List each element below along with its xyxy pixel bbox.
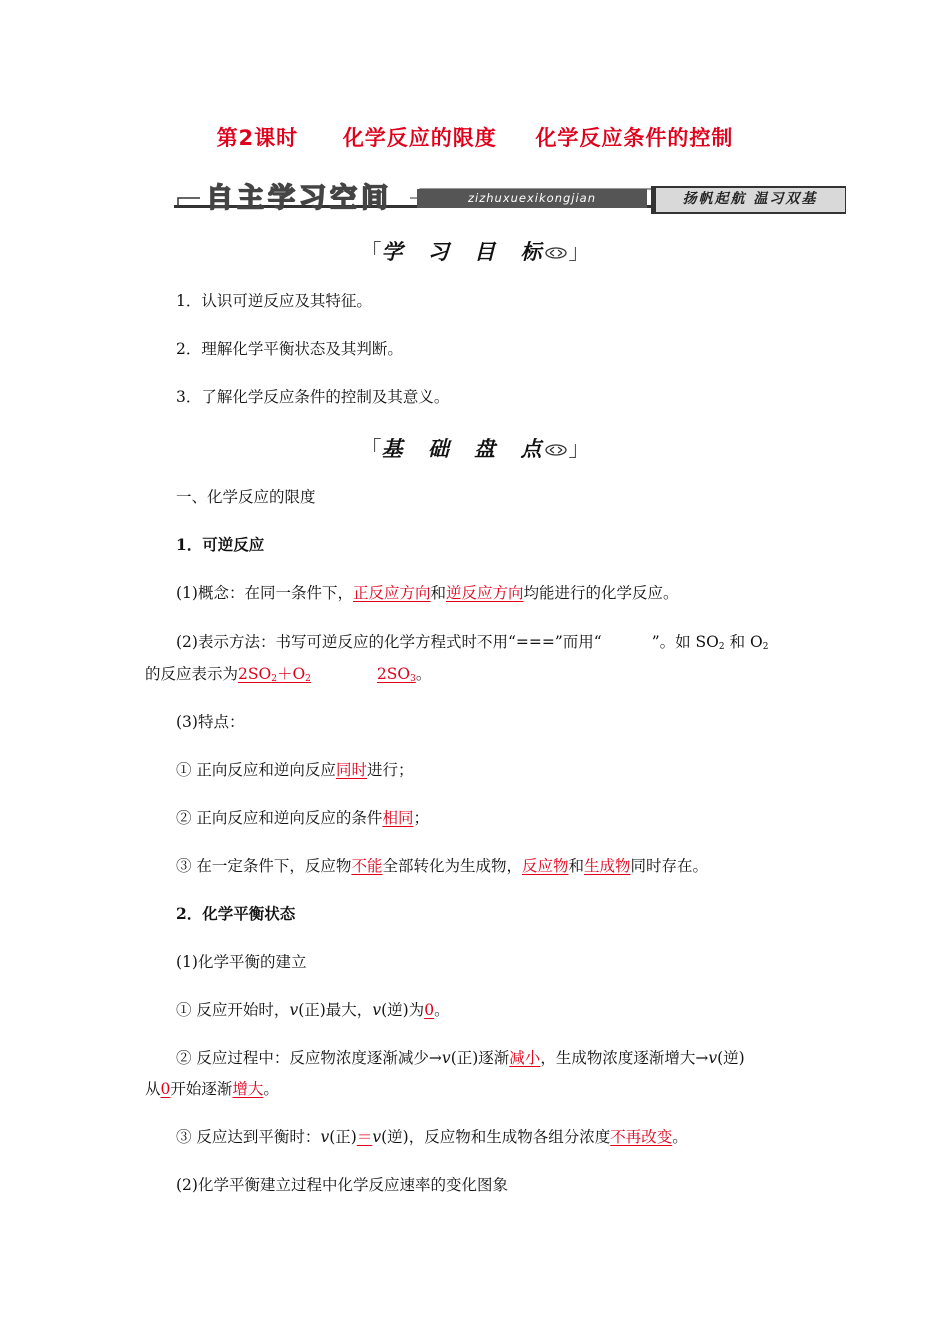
objective-item: 3．了解化学反应条件的控制及其意义。 [176, 388, 450, 406]
method-equation-line: 的反应表示为$2SO_2+O_2$ $2SO_3$。 [145, 665, 432, 684]
answer: 相同 [382, 809, 414, 827]
establish-heading: (1)化学平衡的建立 [176, 953, 307, 971]
answer: ＝ [356, 1128, 373, 1146]
page-title [0, 122, 950, 152]
method-line: (2)表示方法：书写可逆反应的化学方程式时不用“===”而用“ ”。如 $SO_2$ 和 $O_2$ [176, 633, 769, 652]
feature-item: ② 正向反应和逆向反应的条件相同； [176, 809, 429, 827]
heading-reaction-limit: 一、化学反应的限度 [176, 488, 316, 506]
heading-reversible: 1．可逆反应 [176, 535, 265, 554]
answer: 0 [160, 1080, 171, 1098]
equation-answer: $2SO_2+O_2$ $2SO_3$ [238, 665, 416, 684]
answer: 生成物 [584, 857, 631, 875]
answer: 减小 [509, 1049, 541, 1067]
objective-item: 2．理解化学平衡状态及其判断。 [176, 340, 403, 358]
banner-pinyin: zizhuxuexikongjian [467, 191, 597, 205]
banner-title: 自主学习空间 [206, 183, 392, 214]
feature-item: ① 正向反应和逆向反应同时进行； [176, 761, 414, 779]
answer: 增大 [232, 1080, 264, 1098]
double-chevron-icon [544, 443, 568, 457]
section-heading-objectives: 「学 习 目 标 」 [360, 240, 590, 264]
section-heading-basics: 「基 础 盘 点 」 [360, 437, 590, 461]
title-lesson: 第2课时 [216, 126, 299, 150]
establish-step: ③ 反应达到平衡时：v(正)＝v(逆)，反应物和生成物各组分浓度不再改变。 [176, 1128, 688, 1146]
section-banner [174, 183, 846, 215]
double-chevron-icon [544, 246, 568, 260]
objective-item: 1．认识可逆反应及其特征。 [176, 292, 372, 310]
title-topic-1: 化学反应的限度 [342, 126, 497, 150]
features-heading: (3)特点： [176, 713, 245, 731]
answer: 不再改变 [610, 1128, 673, 1146]
establish-step: ② 反应过程中：反应物浓度逐渐减少→v(正)逐渐减小，生成物浓度逐渐增大→v(逆) [176, 1049, 745, 1067]
banner-slogan: 扬帆起航 温习双基 [682, 191, 818, 207]
heading-equilibrium: 2．化学平衡状态 [176, 904, 296, 923]
section-title: 学 习 目 标 [381, 240, 551, 264]
answer: 正反应方向 [352, 584, 431, 602]
answer: 反应物 [521, 857, 569, 875]
section-title: 基 础 盘 点 [381, 437, 551, 461]
title-topic-2: 化学反应条件的控制 [535, 126, 734, 150]
establish-step-cont: 从0开始逐渐增大。 [145, 1080, 279, 1098]
concept-line: (1)概念：在同一条件下，正反应方向和逆反应方向均能进行的化学反应。 [176, 584, 679, 602]
rate-graph-heading: (2)化学平衡建立过程中化学反应速率的变化图象 [176, 1176, 508, 1194]
feature-item: ③ 在一定条件下，反应物不能全部转化为生成物，反应物和生成物同时存在。 [176, 857, 709, 875]
answer: 0 [424, 1001, 435, 1019]
establish-step: ① 反应开始时，v(正)最大，v(逆)为0。 [176, 1001, 450, 1019]
answer: 同时 [335, 761, 367, 779]
answer: 不能 [351, 857, 383, 875]
answer: 逆反应方向 [446, 584, 524, 602]
